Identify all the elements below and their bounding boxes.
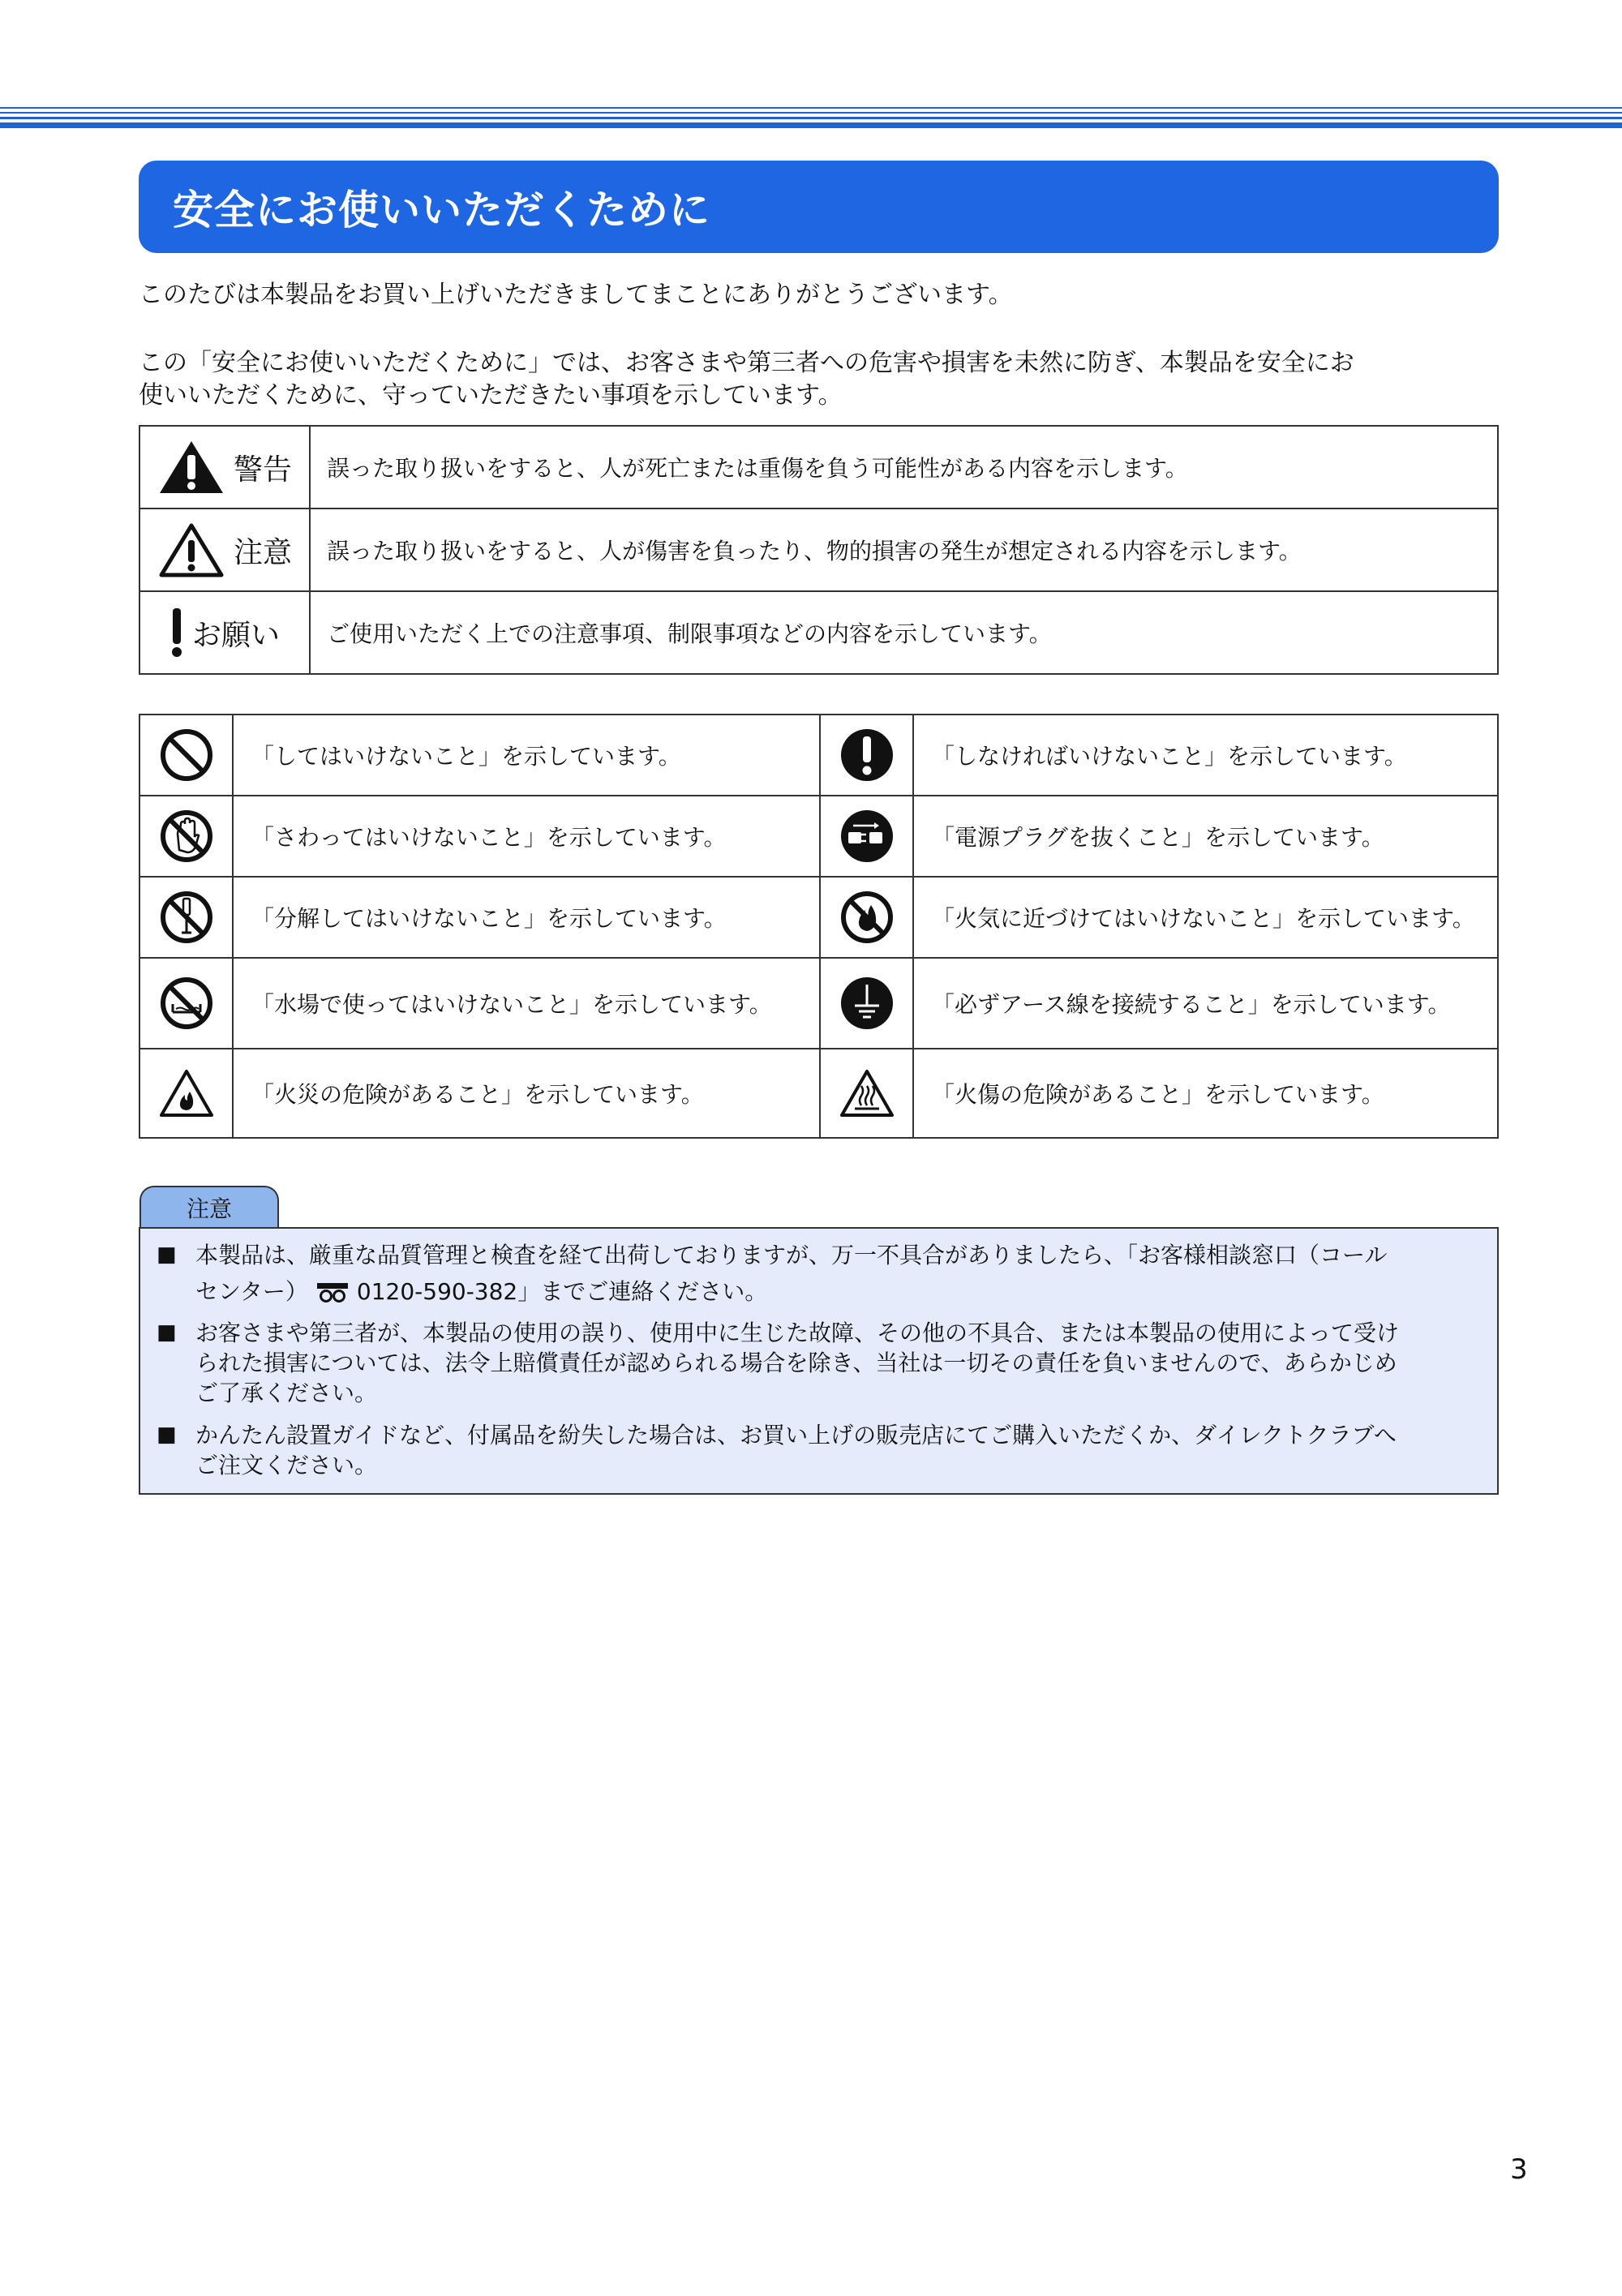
symbol-row [139, 958, 1498, 1049]
caution-item-3 [157, 1420, 1478, 1480]
bullet: ■ [157, 1423, 177, 1447]
exclamation-icon [169, 607, 184, 659]
page-number: 3 [1510, 2153, 1528, 2186]
level-label-caution: 注意 [233, 535, 292, 569]
intro-thanks: このたびは本製品をお買い上げいただきましてまことにありがとうございます。 [139, 281, 1013, 309]
fire-hazard-icon [158, 1068, 215, 1118]
warning-filled-triangle-icon [157, 439, 225, 496]
free-dial-icon [316, 1282, 349, 1303]
symbol-text-prohibited: 「してはいけないこと」を示しています。 [233, 715, 820, 796]
symbol-text-ground: 「必ずアース線を接続すること」を示しています。 [913, 958, 1498, 1049]
no-fire-icon [839, 889, 895, 946]
symbol-text-unplug: 「電源プラグを抜くこと」を示しています。 [913, 796, 1498, 877]
level-label-request: お願い [191, 618, 280, 652]
hot-surface-icon [839, 1068, 895, 1118]
caution-item-3-line1: かんたん設置ガイドなど、付属品を紛失した場合は、お買い上げの販売店にてご購入いただくか、ダイレクトクラブへ [195, 1422, 1397, 1448]
level-text-request: ご使用いただく上での注意事項、制限事項などの内容を示しています。 [310, 591, 1498, 674]
symbol-text-no-fire: 「火気に近づけてはいけないこと」を示しています。 [913, 877, 1498, 958]
symbol-row [139, 715, 1498, 796]
symbol-text-hot-surface: 「火傷の危険があること」を示しています。 [913, 1049, 1498, 1138]
symbol-table [139, 714, 1499, 1139]
intro-purpose-line2: 使いいただくために、守っていただきたい事項を示しています。 [139, 381, 843, 410]
do-not-touch-icon [158, 808, 215, 865]
caution-item-1-line2-post: 0120-590-382」までご連絡ください。 [356, 1278, 768, 1305]
page-title-banner [139, 161, 1499, 253]
symbol-row [139, 877, 1498, 958]
caution-item-2-line2: られた損害については、法令上賠償責任が認められる場合を除き、当社は一切その責任を負いませんので、あらかじめ [195, 1350, 1397, 1376]
symbol-text-fire-hazard: 「火災の危険があること」を示しています。 [233, 1049, 820, 1138]
level-row-warning [139, 426, 1498, 509]
symbol-row [139, 796, 1498, 877]
level-text-caution: 誤った取り扱いをすると、人が傷害を負ったり、物的損害の発生が想定される内容を示します。 [310, 509, 1498, 591]
symbol-text-no-water: 「水場で使ってはいけないこと」を示しています。 [233, 958, 820, 1049]
hazard-level-table [139, 425, 1499, 675]
level-row-request [139, 591, 1498, 674]
intro-purpose-line1: この「安全にお使いいただくために」では、お客さまや第三者への危害や損害を未然に防ぎ、本製品を安全にお [139, 349, 1354, 377]
level-text-warning: 誤った取り扱いをすると、人が死亡または重傷を負う可能性がある内容を示します。 [310, 426, 1498, 509]
caution-item-2 [157, 1318, 1478, 1408]
page-title: 安全にお使いいただくために [173, 187, 710, 234]
bullet: ■ [157, 1320, 177, 1345]
caution-box [139, 1227, 1499, 1495]
symbol-row [139, 1049, 1498, 1138]
do-not-disassemble-icon [158, 889, 215, 946]
caution-item-1 [157, 1240, 1478, 1307]
caution-outline-triangle-icon [157, 521, 225, 578]
caution-item-1-line2-pre: センター） [195, 1278, 308, 1305]
symbol-text-mandatory: 「しなければいけないこと」を示しています。 [913, 715, 1498, 796]
ground-icon [839, 975, 895, 1032]
bullet: ■ [157, 1242, 177, 1267]
no-water-icon [158, 975, 215, 1032]
caution-tab: 注意 [139, 1186, 279, 1228]
symbol-text-do-not-disassemble: 「分解してはいけないこと」を示しています。 [233, 877, 820, 958]
level-row-caution [139, 509, 1498, 591]
caution-item-2-line3: ご了承ください。 [195, 1380, 378, 1406]
caution-item-1-line1: 本製品は、厳重な品質管理と検査を経て出荷しておりますが、万一不具合がありましたら、「お客様相談窓口（コール [195, 1242, 1388, 1268]
mandatory-icon [839, 727, 895, 783]
prohibited-icon [158, 727, 215, 783]
unplug-icon [839, 808, 895, 865]
level-label-warning: 警告 [233, 453, 292, 487]
caution-item-3-line2: ご注文ください。 [195, 1452, 378, 1478]
symbol-text-do-not-touch: 「さわってはいけないこと」を示しています。 [233, 796, 820, 877]
caution-item-2-line1: お客さまや第三者が、本製品の使用の誤り、使用中に生じた故障、その他の不具合、または本製品の使用によって受け [195, 1320, 1400, 1346]
header-rules [0, 107, 1622, 131]
